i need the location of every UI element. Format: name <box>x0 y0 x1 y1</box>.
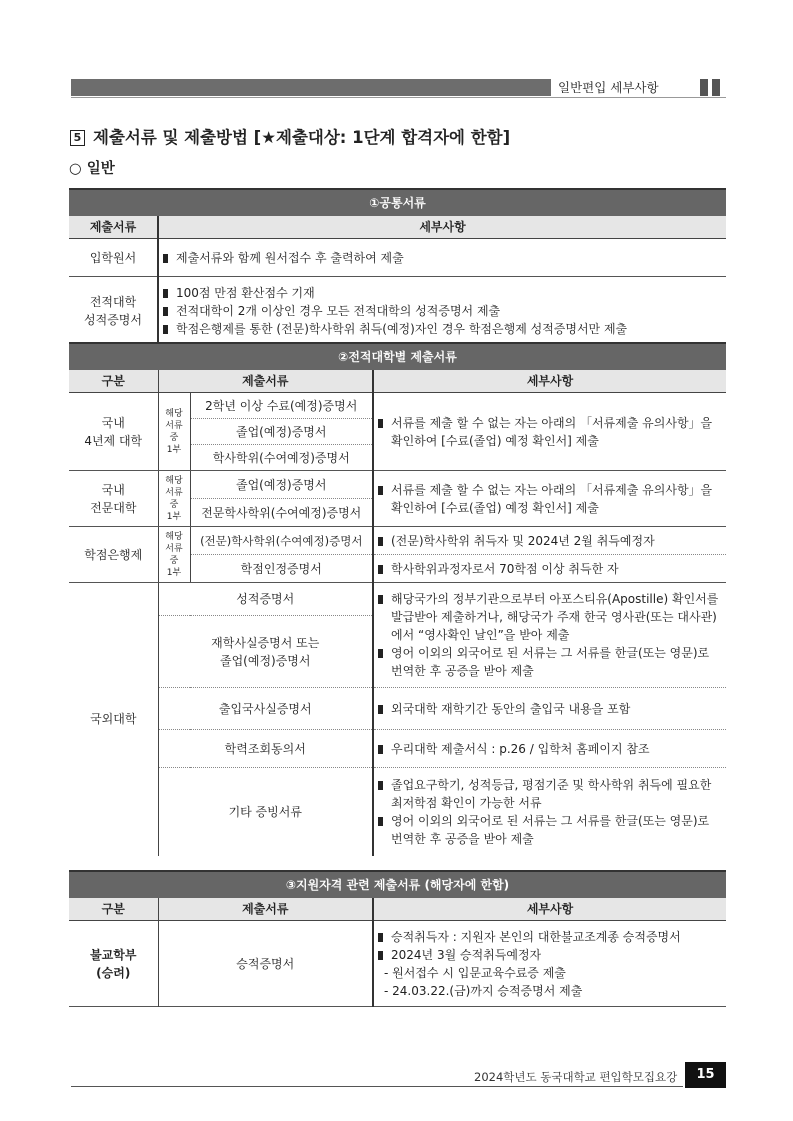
type-domestic-4year: 국내 4년제 대학 <box>69 393 158 471</box>
doc-item: 학점인정증명서 <box>190 555 373 583</box>
col-header-detail: 세부사항 <box>373 370 726 393</box>
doc-item: 성적증명서 <box>158 583 373 616</box>
pick-one-label: 해당 서류 중 1부 <box>158 393 190 471</box>
doc-item: 졸업(예정)증명서 <box>190 471 373 499</box>
bullet-square-icon <box>378 419 383 428</box>
pick-one-label: 해당 서류 중 1부 <box>158 471 190 527</box>
common-documents-table <box>69 188 726 345</box>
bullet-square-icon <box>378 817 383 826</box>
type-foreign: 국외대학 <box>69 583 158 856</box>
footer-divider <box>71 1086 683 1087</box>
col-header-detail: 세부사항 <box>158 216 726 239</box>
doc-item: 재학사실증명서 또는 졸업(예정)증명서 <box>158 616 373 688</box>
bullet-square-icon <box>163 307 168 316</box>
doc-item: (전문)학사학위(수여예정)증명서 <box>190 527 373 555</box>
doc-item: 2학년 이상 수료(예정)증명서 <box>190 393 373 419</box>
detail-cell: 서류를 제출 할 수 없는 자는 아래의 「서류제출 유의사항」을 확인하여 [수료(졸업) 예정 확인서] 제출 <box>373 393 726 471</box>
detail-cell: 100점 만점 환산점수 기재 전적대학이 2개 이상인 경우 모든 전적대학의 성적증명서 제출 학점은행제를 통한 (전문)학사학위 취득(예정)자인 경우 학점은행제 성적증명서만 제출 <box>158 277 726 345</box>
bullet-square-icon <box>378 705 383 714</box>
doc-item: 출입국사실증명서 <box>158 688 373 730</box>
doc-item: 졸업(예정)증명서 <box>190 419 373 445</box>
bullet-square-icon <box>163 325 168 334</box>
header-divider <box>71 97 726 98</box>
detail-cell: 해당국가의 정부기관으로부터 아포스티유(Apostille) 확인서를 발급받아 제출하거나, 해당국가 주재 한국 영사관(또는 대사관)에서 “영사확인 날인”을 받아 제출 영어 이외의 외국어로 된 서류는 그 서류를 한글(또는 영문)로 번역한 후 공증을 받아 제출 <box>373 583 726 688</box>
detail-cell: (전문)학사학위 취득자 및 2024년 2월 취득예정자 <box>373 527 726 555</box>
bullet-square-icon <box>163 254 168 263</box>
detail-cell: 외국대학 재학기간 동안의 출입국 내용을 포함 <box>373 688 726 730</box>
detail-cell: 제출서류와 함께 원서접수 후 출력하여 제출 <box>158 239 726 277</box>
qualification-table <box>69 870 726 1007</box>
bullet-square-icon <box>378 933 383 942</box>
bullet-square-icon <box>163 289 168 298</box>
bullet-square-icon <box>378 649 383 658</box>
type-buddhist: 불교학부 (승려) <box>69 921 158 1007</box>
footer-text: 2024학년도 동국대학교 편입학모집요강 <box>474 1070 678 1084</box>
doc-item: 전문학사학위(수여예정)증명서 <box>190 499 373 527</box>
doc-item: 학력조회동의서 <box>158 730 373 768</box>
col-header-type: 구분 <box>69 898 158 921</box>
header-blocks <box>700 79 724 98</box>
type-domestic-college: 국내 전문대학 <box>69 471 158 527</box>
bullet-square-icon <box>378 745 383 754</box>
header-label: 일반편입 세부사항 <box>558 80 659 95</box>
bullet-square-icon <box>378 537 383 546</box>
table-row <box>69 277 726 345</box>
section-number: 5 <box>70 130 85 146</box>
col-header-type: 구분 <box>69 370 158 393</box>
col-header-doc: 제출서류 <box>158 898 373 921</box>
detail-cell: 승적취득자 : 지원자 본인의 대한불교조계종 승적증명서 2024년 3월 승적취득예정자 - 원서접수 시 입문교육수료증 제출 - 24.03.22.(금)까지 승적증명서 제출 <box>373 921 726 1007</box>
bullet-square-icon <box>378 951 383 960</box>
detail-cell: 졸업요구학기, 성적등급, 평점기준 및 학사학위 취득에 필요한 최저학점 확인이 가능한 서류 영어 이외의 외국어로 된 서류는 그 서류를 한글(또는 영문)로 번역한 후 공증을 받아 제출 <box>373 768 726 856</box>
col-header-doc: 제출서류 <box>69 216 158 239</box>
col-header-doc: 제출서류 <box>158 370 373 393</box>
previous-university-table <box>69 342 726 856</box>
header-bar <box>71 79 551 96</box>
bullet-square-icon <box>378 565 383 574</box>
pick-one-label: 해당 서류 중 1부 <box>158 527 190 583</box>
doc-item: 승적증명서 <box>158 921 373 1007</box>
doc-transcript: 전적대학 성적증명서 <box>69 277 158 345</box>
qualification-section-title: ③지원자격 관련 제출서류 (해당자에 한함) <box>69 871 726 898</box>
detail-cell: 학사학위과정자로서 70학점 이상 취득한 자 <box>373 555 726 583</box>
detail-cell: 우리대학 제출서식 : p.26 / 입학처 홈페이지 참조 <box>373 730 726 768</box>
section-heading <box>70 124 510 148</box>
page-number: 15 <box>685 1062 726 1088</box>
doc-item: 기타 증빙서류 <box>158 768 373 856</box>
table-row <box>69 239 726 277</box>
type-credit-bank: 학점은행제 <box>69 527 158 583</box>
section-title: 제출서류 및 제출방법 [★제출대상: 1단계 합격자에 한함] <box>93 128 511 147</box>
doc-application: 입학원서 <box>69 239 158 277</box>
bullet-square-icon <box>378 486 383 495</box>
subheading: ○ 일반 <box>69 161 115 177</box>
detail-cell: 서류를 제출 할 수 없는 자는 아래의 「서류제출 유의사항」을 확인하여 [수료(졸업) 예정 확인서] 제출 <box>373 471 726 527</box>
doc-item: 학사학위(수여예정)증명서 <box>190 445 373 471</box>
col-header-detail: 세부사항 <box>373 898 726 921</box>
common-section-title: ①공통서류 <box>69 189 726 216</box>
previous-section-title: ②전적대학별 제출서류 <box>69 343 726 370</box>
bullet-square-icon <box>378 781 383 790</box>
bullet-square-icon <box>378 595 383 604</box>
